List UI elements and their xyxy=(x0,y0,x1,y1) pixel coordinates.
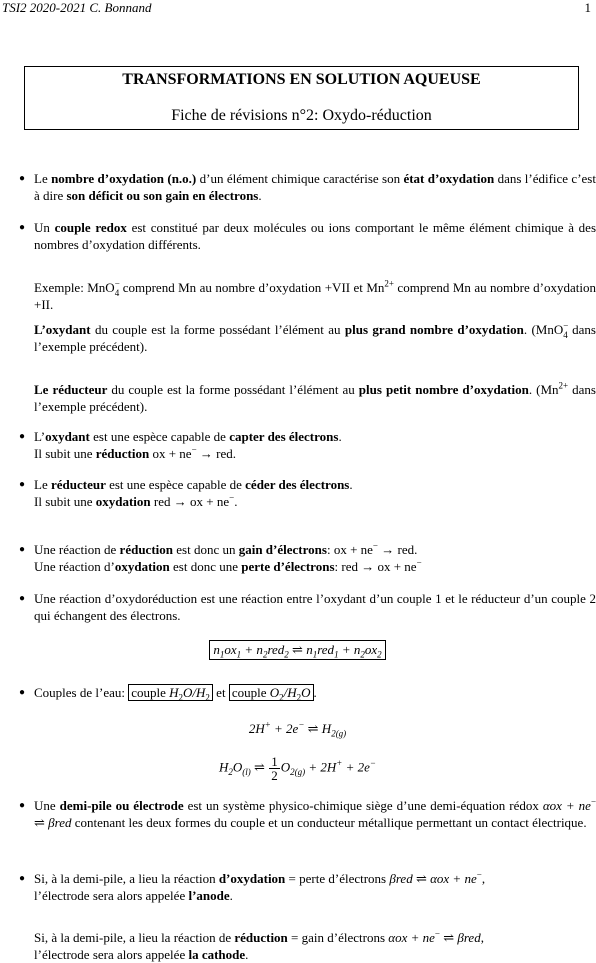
bullet-icon: ● xyxy=(19,873,26,884)
page-number: 1 xyxy=(584,0,591,15)
paragraph-redox-couple: Un couple redox est constitué par deux molécules ou ions comportant le même élément chimique à des nombres d’oxydation différents. xyxy=(34,220,596,252)
paragraph-oxidant-definition: L’oxydant du couple est la forme possédant l’élément au plus grand nombre d’oxydation. (MnO−$_4$ dans l’exemple précédent). xyxy=(34,320,596,354)
title-box xyxy=(24,66,579,130)
equation-hydrogen-couple: 2H+ + 2e− ⇌ $H_{2(g)}$ xyxy=(248,719,347,739)
paragraph-reduction-oxidation: Une réaction de réduction est donc un gain d’électrons: ox + ne− → red. Une réaction d’oxydation est donc une perte d’électrons: red → ox + ne− xyxy=(34,540,422,574)
equation-redox-general: $n_1ox_1 + n_2red_2$ ⇌ $n_1red_1 + n_2ox_2$ xyxy=(0,640,595,660)
paragraph-water-couples: Couples de l’eau: couple $H_2O/H_2$ et couple $O_2/H_2O$ . xyxy=(34,685,317,703)
bullet-icon: ● xyxy=(19,800,26,811)
bullet-icon: ● xyxy=(19,479,26,490)
bullet-icon: ● xyxy=(19,431,26,442)
paragraph-anode: Si, à la demi-pile, a lieu la réaction d’oxydation = perte d’électrons βred ⇌ αox + ne−, l’électrode sera alors appelée l’anode. xyxy=(34,869,486,903)
paragraph-reducer-electrons: Le réducteur est une espèce capable de céder des électrons. Il subit une oxydation red → ox + ne−. xyxy=(34,477,353,509)
bullet-icon: ● xyxy=(19,173,26,184)
running-header: TSI2 2020-2021 C. Bonnand xyxy=(2,0,152,15)
paragraph-half-cell: Une demi-pile ou électrode est un système physico-chimique siège d’une demi-équation rédox αox + ne− ⇌ βred contenant les deux formes du couple et un conducteur métallique permettant un contact électrique. xyxy=(34,796,596,830)
paragraph-reducer-definition: Le réducteur du couple est la forme possédant l’élément au plus petit nombre d’oxydation. ($Mn^{2+}$ dans l’exemple précédent). xyxy=(34,380,596,414)
bullet-icon: ● xyxy=(19,222,26,233)
paragraph-oxidoreduction: Une réaction d’oxydoréduction est une réaction entre l’oxydant d’un couple 1 et le réducteur d’un couple 2 qui échangent des électrons. xyxy=(34,591,596,623)
paragraph-example: Exemple: MnO−$_4$ comprend Mn au nombre d’oxydation +VII et $Mn^{2+}$ comprend Mn au nombre d’oxydation +II. xyxy=(34,278,596,312)
fraction-one-half: $\frac{1}{2}$ xyxy=(271,754,278,783)
paragraph-oxidant-electrons: L’oxydant est une espèce capable de capter des électrons. Il subit une réduction ox + ne− → red. xyxy=(34,429,342,461)
paragraph-oxidation-number: Le nombre d’oxydation (n.o.) d’un élément chimique caractérise son état d’oxydation dans l’édifice c’est à dire son déficit ou son gain en électrons. xyxy=(34,171,596,203)
document-subtitle: Fiche de révisions n°2: Oxydo-réduction xyxy=(171,107,432,124)
document-title: TRANSFORMATIONS EN SOLUTION AQUEUSE xyxy=(122,71,481,88)
bullet-icon: ● xyxy=(19,687,26,698)
paragraph-cathode: Si, à la demi-pile, a lieu la réaction de réduction = gain d’électrons αox + ne− ⇌ βred, l’électrode sera alors appelée la cathode. xyxy=(34,928,484,962)
bullet-icon: ● xyxy=(19,593,26,604)
bullet-icon: ● xyxy=(19,544,26,555)
equation-oxygen-couple: $H_2O_{(l)}$ ⇌ $\frac{1}{2}$ $O_{2(g)} + 2H^+ + 2e^-$ xyxy=(219,754,376,783)
